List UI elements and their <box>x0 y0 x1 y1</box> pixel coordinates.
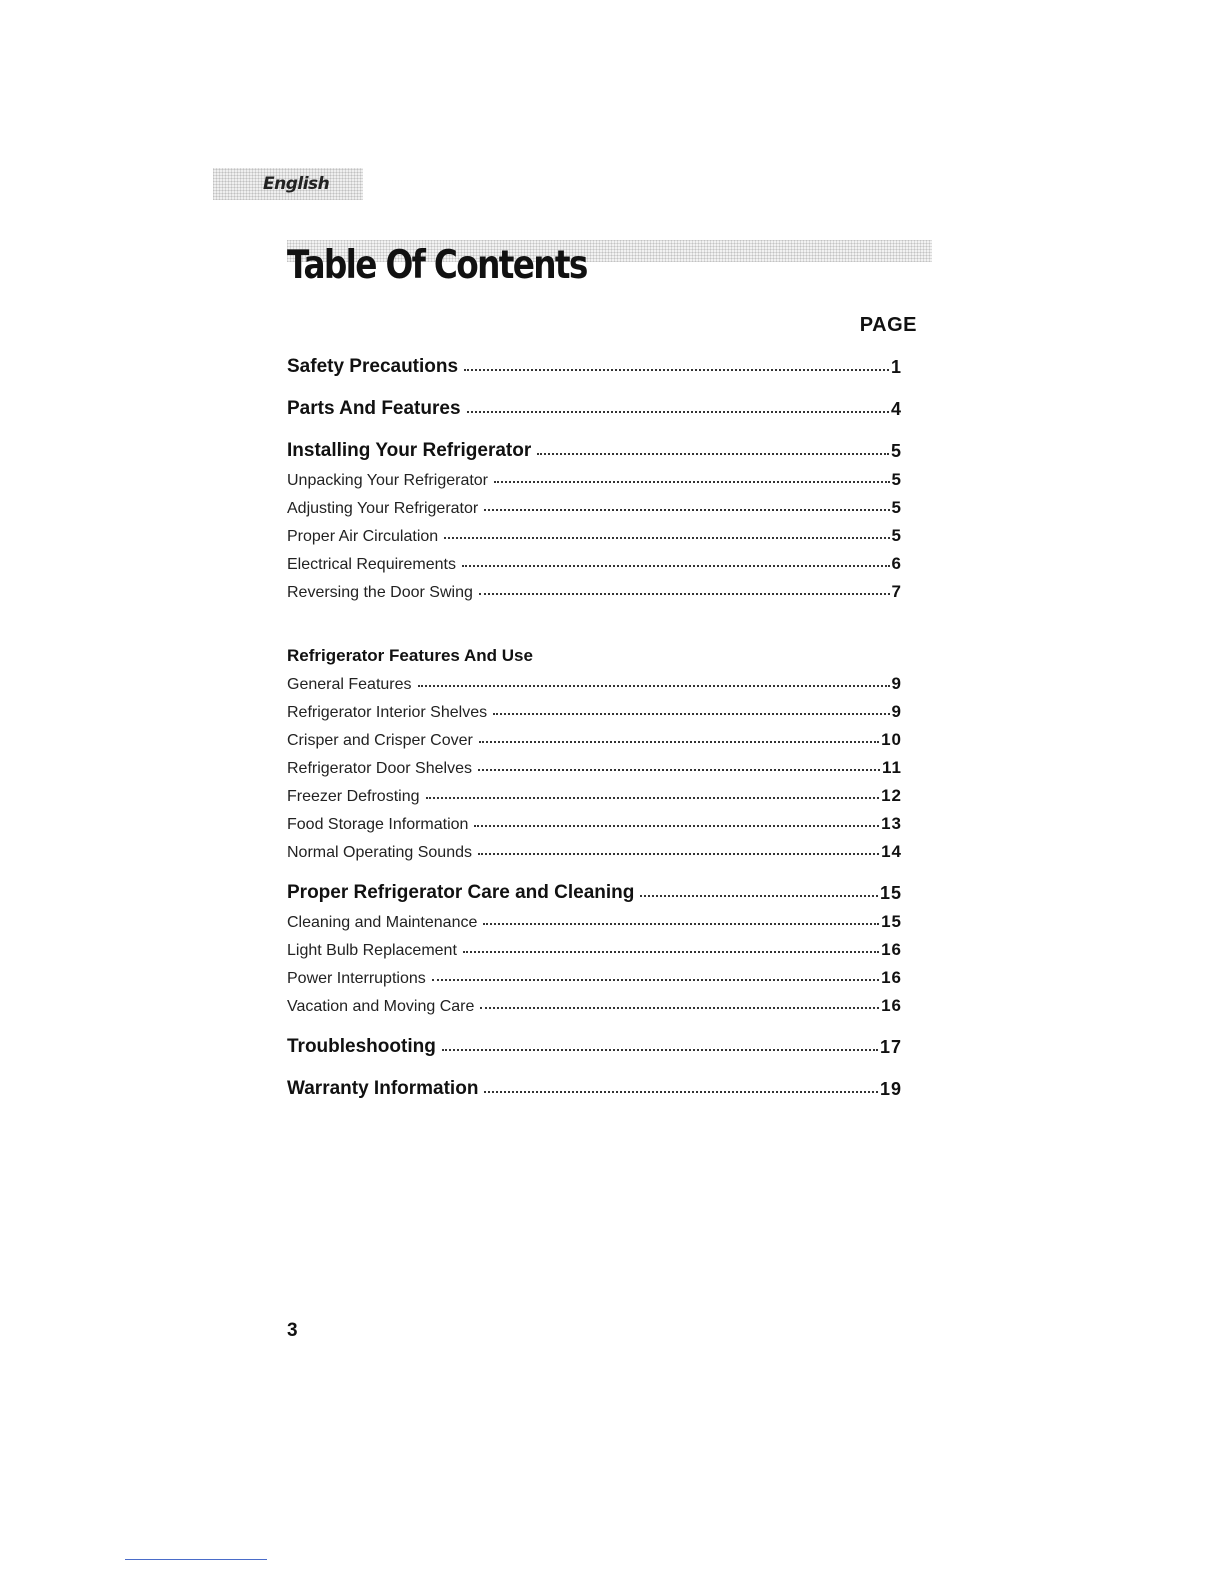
toc-subentry-title: Freezer Defrosting <box>287 788 424 806</box>
toc-entry-warranty[interactable] <box>287 1072 902 1100</box>
toc-subentry-page: 5 <box>891 498 902 517</box>
toc-subentry[interactable] <box>287 988 902 1016</box>
toc-entry-page: 1 <box>890 357 902 377</box>
page-title: Table Of Contents <box>287 243 587 288</box>
dot-leader <box>464 369 889 371</box>
toc-subentry-page: 10 <box>881 730 902 749</box>
toc-subentry[interactable] <box>287 932 902 960</box>
toc-entry-title: Installing Your Refrigerator <box>287 440 535 462</box>
toc-subentry[interactable] <box>287 778 902 806</box>
toc-subentry[interactable] <box>287 750 902 778</box>
toc-subentry[interactable] <box>287 834 902 862</box>
toc-entry-title: Safety Precautions <box>287 356 462 378</box>
toc-subentry-page: 5 <box>891 526 902 545</box>
toc-subentry-title: Food Storage Information <box>287 816 472 834</box>
toc-entry-title: Proper Refrigerator Care and Cleaning <box>287 882 638 904</box>
toc-subentry-page: 12 <box>881 786 902 805</box>
toc-entry-title: Warranty Information <box>287 1078 482 1100</box>
toc-subentry-page: 16 <box>881 940 902 959</box>
dot-leader <box>418 685 890 687</box>
toc-entry-parts-and-features[interactable] <box>287 392 902 420</box>
toc-entry-page: 5 <box>890 441 902 461</box>
toc-subentry-title: Light Bulb Replacement <box>287 942 461 960</box>
toc-entry-safety-precautions[interactable] <box>287 350 902 378</box>
dot-leader <box>478 769 880 771</box>
toc-entry-page: 19 <box>879 1079 902 1099</box>
toc-subentry-title: Refrigerator Interior Shelves <box>287 704 491 722</box>
toc-subentry-page: 16 <box>881 996 902 1015</box>
dot-leader <box>426 797 880 799</box>
page-number: 3 <box>287 1320 298 1341</box>
toc-subentry-page: 14 <box>881 842 902 861</box>
toc-subentry-title: Vacation and Moving Care <box>287 998 478 1016</box>
toc-subentry-page: 11 <box>882 758 902 777</box>
language-label: English <box>263 174 330 194</box>
toc-subentry-title: Adjusting Your Refrigerator <box>287 500 482 518</box>
toc-subentry[interactable] <box>287 960 902 988</box>
toc-entry-title: Troubleshooting <box>287 1036 440 1058</box>
dot-leader <box>479 741 879 743</box>
toc-subentry-title: Unpacking Your Refrigerator <box>287 472 492 490</box>
toc-subentry-title: Power Interruptions <box>287 970 430 988</box>
toc-subentry-title: General Features <box>287 676 416 694</box>
toc-entry-page: 15 <box>879 883 902 903</box>
toc-subentry-title: Reversing the Door Swing <box>287 584 477 602</box>
dot-leader <box>483 923 879 925</box>
toc-subentry[interactable] <box>287 490 902 518</box>
dot-leader <box>463 951 879 953</box>
toc-subentry-page: 9 <box>891 702 902 721</box>
language-tab <box>213 168 363 200</box>
dot-leader <box>484 1091 878 1093</box>
toc-subentry-page: 13 <box>881 814 902 833</box>
toc-entry-title: Parts And Features <box>287 398 465 420</box>
dot-leader <box>494 481 890 483</box>
dot-leader <box>462 565 890 567</box>
toc-subentry[interactable] <box>287 904 902 932</box>
footnote-rule <box>125 1559 267 1560</box>
toc-subentry-title: Cleaning and Maintenance <box>287 914 481 932</box>
toc-subentry-title: Normal Operating Sounds <box>287 844 476 862</box>
dot-leader <box>467 411 889 413</box>
toc-subentry[interactable] <box>287 546 902 574</box>
toc-subentry-page: 5 <box>891 470 902 489</box>
dot-leader <box>444 537 889 539</box>
toc-subentry-title: Refrigerator Door Shelves <box>287 760 476 778</box>
dot-leader <box>493 713 889 715</box>
toc-subentry-page: 9 <box>891 674 902 693</box>
toc-subentry[interactable] <box>287 722 902 750</box>
dot-leader <box>484 509 889 511</box>
toc-subentry-title: Proper Air Circulation <box>287 528 442 546</box>
toc-subentry-title: Electrical Requirements <box>287 556 460 574</box>
toc-section-heading-features[interactable]: Refrigerator Features And Use <box>287 646 533 665</box>
toc-subentry[interactable] <box>287 666 902 694</box>
page-column-heading: PAGE <box>859 314 917 336</box>
table-of-contents <box>287 350 902 1100</box>
toc-subentry-title: Crisper and Crisper Cover <box>287 732 477 750</box>
dot-leader <box>442 1049 878 1051</box>
dot-leader <box>640 895 878 897</box>
toc-subentry[interactable] <box>287 518 902 546</box>
dot-leader <box>432 979 879 981</box>
toc-entry-page: 17 <box>879 1037 902 1057</box>
toc-subentry-page: 6 <box>891 554 902 573</box>
toc-subentry[interactable] <box>287 574 902 602</box>
toc-subentry-page: 16 <box>881 968 902 987</box>
dot-leader <box>474 825 879 827</box>
toc-subentry[interactable] <box>287 806 902 834</box>
dot-leader <box>537 453 889 455</box>
toc-entry-troubleshooting[interactable] <box>287 1030 902 1058</box>
toc-entry-page: 4 <box>890 399 902 419</box>
dot-leader <box>479 593 890 595</box>
dot-leader <box>478 853 879 855</box>
toc-subentry[interactable] <box>287 462 902 490</box>
toc-entry-care-and-cleaning[interactable] <box>287 876 902 904</box>
toc-entry-installing[interactable] <box>287 434 902 462</box>
dot-leader <box>480 1007 879 1009</box>
toc-subentry[interactable] <box>287 694 902 722</box>
toc-subentry-page: 7 <box>891 582 902 601</box>
toc-subentry-page: 15 <box>881 912 902 931</box>
